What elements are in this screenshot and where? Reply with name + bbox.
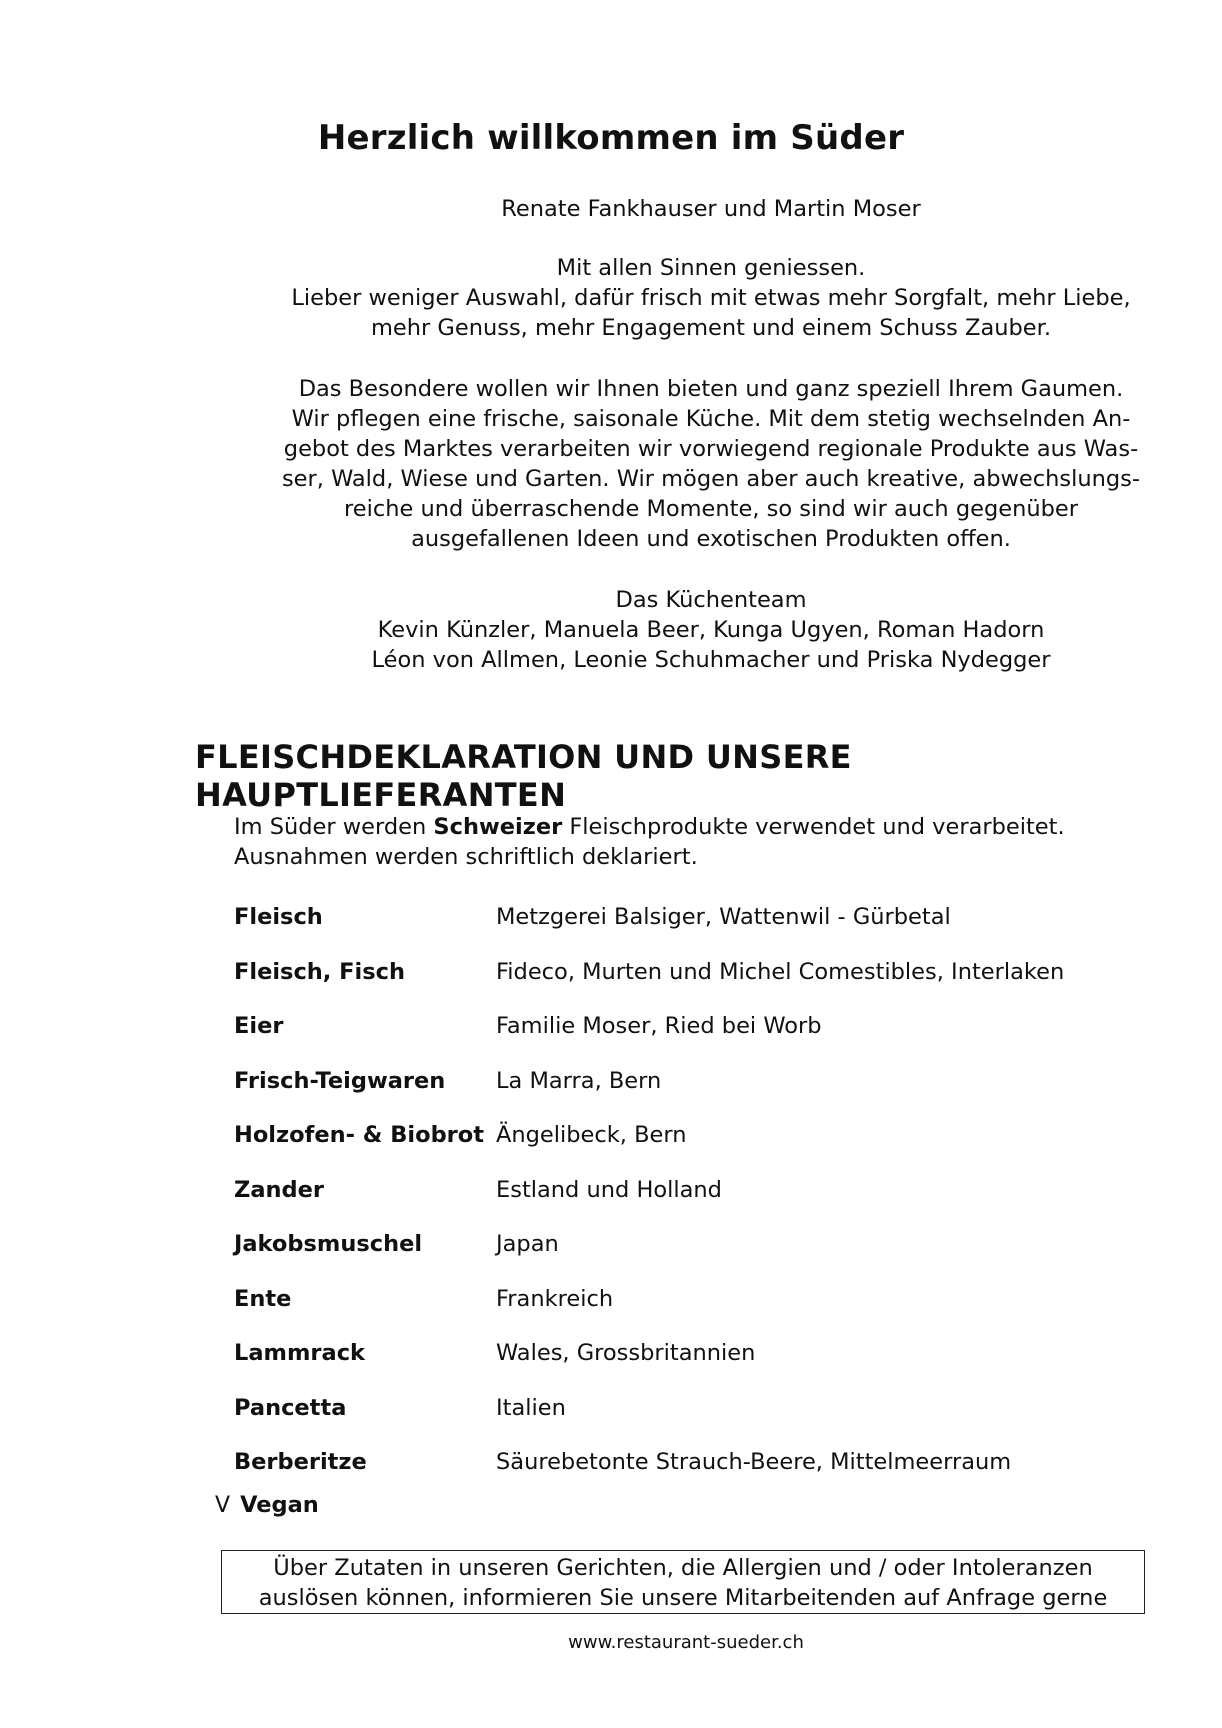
- supplier-value: Familie Moser, Ried bei Worb: [496, 1013, 822, 1039]
- allergy-notice-line: Über Zutaten in unseren Gerichten, die Allergien und / oder Intoleranzen: [273, 1555, 1093, 1581]
- motto-paragraph: [150, 253, 1222, 343]
- supplier-row: [234, 1120, 1134, 1175]
- vegan-icon: V: [215, 1492, 231, 1518]
- website-url: www.restaurant-sueder.ch: [568, 1632, 804, 1653]
- supplier-label: Eier: [234, 1013, 284, 1039]
- owners-line: [150, 194, 1222, 224]
- supplier-value: Wales, Grossbritannien: [496, 1340, 756, 1366]
- vegan-label: Vegan: [240, 1492, 319, 1518]
- supplier-label: Fleisch: [234, 904, 323, 930]
- intro-line: reiche und überraschende Momente, so sind wir auch gegenüber: [344, 496, 1078, 522]
- declaration-text-after: Fleischprodukte verwendet und verarbeitet.: [562, 814, 1065, 840]
- allergy-notice-line: auslösen können, informieren Sie unsere Mitarbeitenden auf Anfrage gerne: [258, 1585, 1108, 1611]
- supplier-row: [234, 1393, 1134, 1448]
- supplier-value: Estland und Holland: [496, 1176, 722, 1203]
- supplier-row: [234, 1338, 1134, 1393]
- team-heading: Das Küchenteam: [615, 587, 807, 613]
- supplier-value: Ängelibeck, Bern: [496, 1122, 687, 1148]
- intro-line: Wir pflegen eine frische, saisonale Küche. Mit dem stetig wechselnden An-: [291, 406, 1131, 432]
- team-members: Kevin Künzler, Manuela Beer, Kunga Ugyen, Roman Hadorn: [377, 617, 1045, 643]
- declaration-text-bold: Schweizer: [433, 814, 563, 840]
- motto-line: mehr Genuss, mehr Engagement und einem Schuss Zauber.: [371, 315, 1051, 341]
- supplier-label: Zander: [234, 1176, 324, 1203]
- supplier-label: Holzofen- & Biobrot: [234, 1122, 484, 1148]
- intro-line: Das Besondere wollen wir Ihnen bieten und ganz speziell Ihrem Gaumen.: [298, 376, 1124, 402]
- supplier-label: Pancetta: [234, 1394, 347, 1421]
- motto-line: Lieber weniger Auswahl, dafür frisch mit etwas mehr Sorgfalt, mehr Liebe,: [291, 285, 1131, 311]
- supplier-value: Japan: [496, 1231, 559, 1257]
- supplier-value: Metzgerei Balsiger, Wattenwil - Gürbetal: [496, 904, 951, 930]
- declaration-line: Ausnahmen werden schriftlich deklariert.: [234, 844, 698, 870]
- kitchen-team: [150, 585, 1222, 675]
- supplier-value: Italien: [496, 1394, 566, 1421]
- vegan-legend: [215, 1492, 319, 1518]
- team-members: Léon von Allmen, Leonie Schuhmacher und Priska Nydegger: [371, 647, 1051, 673]
- supplier-label: Frisch-Teigwaren: [234, 1067, 446, 1094]
- supplier-label: Berberitze: [234, 1449, 367, 1475]
- supplier-row: [234, 902, 1134, 957]
- supplier-value: Frankreich: [496, 1285, 614, 1312]
- supplier-row: [234, 1284, 1134, 1339]
- supplier-row: [234, 1447, 1134, 1502]
- supplier-label: Lammrack: [234, 1340, 365, 1366]
- declaration-title: FLEISCHDEKLARATION UND UNSERE HAUPTLIEFERANTEN: [195, 738, 852, 814]
- supplier-label: Jakobsmuschel: [234, 1231, 423, 1257]
- supplier-value: Fideco, Murten und Michel Comestibles, Interlaken: [496, 958, 1065, 985]
- supplier-row: [234, 1229, 1134, 1284]
- supplier-row: [234, 1175, 1134, 1230]
- intro-line: ser, Wald, Wiese und Garten. Wir mögen aber auch kreative, abwechslungs-: [281, 466, 1141, 492]
- allergy-notice: [221, 1550, 1145, 1614]
- supplier-label: Fleisch, Fisch: [234, 958, 406, 985]
- motto-line: Mit allen Sinnen geniessen.: [556, 255, 866, 281]
- supplier-row: [234, 957, 1134, 1012]
- intro-paragraph: [150, 374, 1222, 554]
- supplier-row: [234, 1066, 1134, 1121]
- intro-line: gebot des Marktes verarbeiten wir vorwiegend regionale Produkte aus Was-: [283, 436, 1139, 462]
- declaration-text-before: Im Süder werden: [234, 814, 434, 840]
- supplier-label: Ente: [234, 1285, 292, 1312]
- declaration-line: [234, 812, 1065, 842]
- declaration-text: [234, 812, 1065, 872]
- supplier-value: Säurebetonte Strauch-Beere, Mittelmeerraum: [496, 1449, 1012, 1475]
- page-title: Herzlich willkommen im Süder: [317, 118, 905, 158]
- supplier-row: [234, 1011, 1134, 1066]
- intro-line: ausgefallenen Ideen und exotischen Produkten offen.: [411, 526, 1011, 552]
- supplier-value: La Marra, Bern: [496, 1067, 662, 1094]
- supplier-list: [234, 902, 1134, 1502]
- owners-text: Renate Fankhauser und Martin Moser: [501, 196, 921, 222]
